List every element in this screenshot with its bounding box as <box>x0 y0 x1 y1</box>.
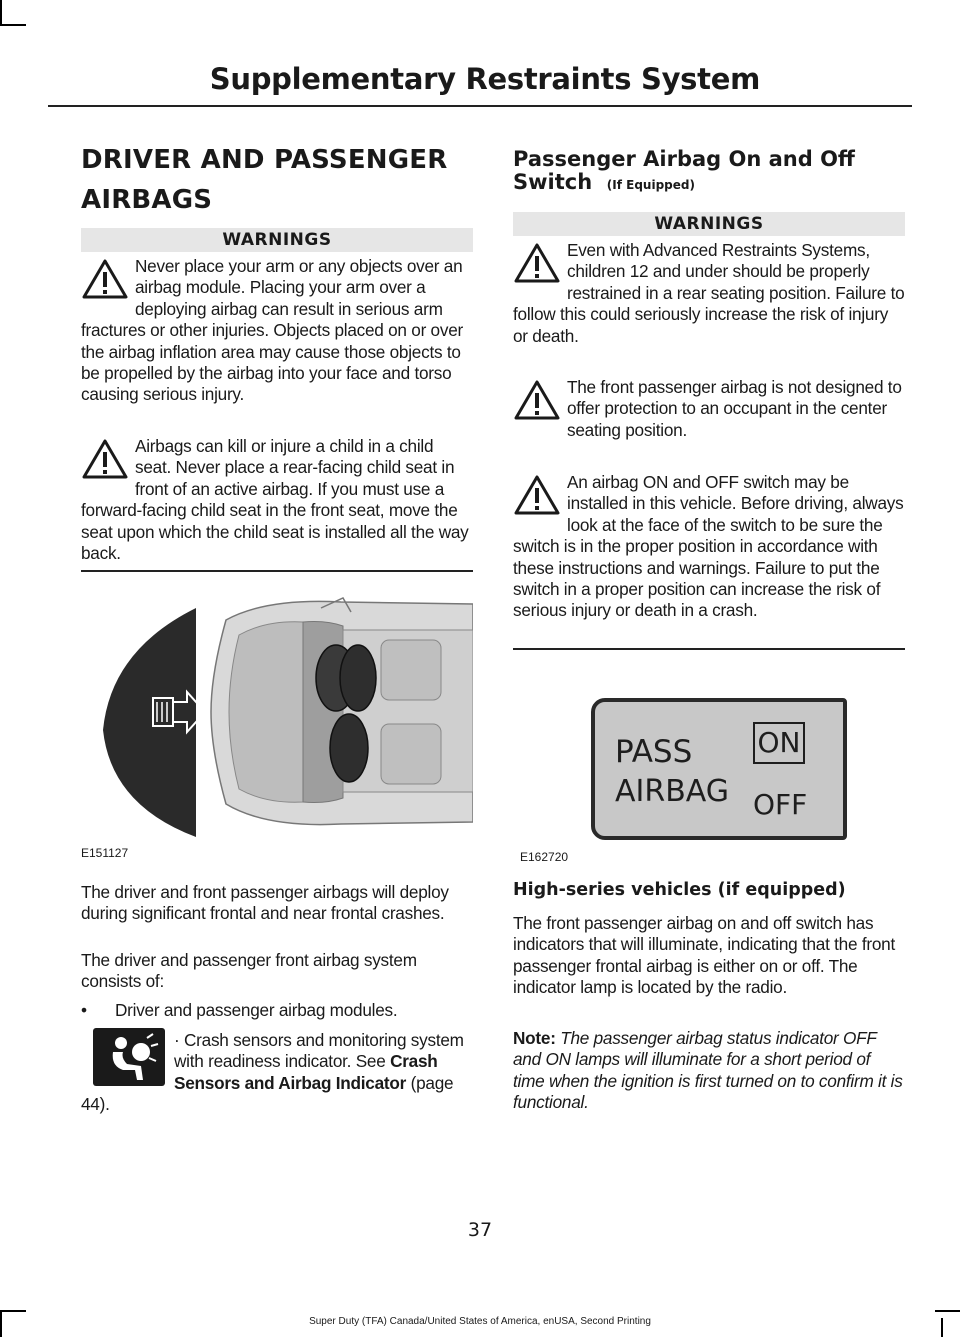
cross-reference-link[interactable]: Crash Sensors and Airbag Indicator <box>174 1051 438 1093</box>
page-footer: Super Duty (TFA) Canada/United States of America, enUSA, Second Printing <box>309 1316 651 1327</box>
bullet-marker: • <box>81 1000 87 1020</box>
bullet-text: Driver and passenger airbag modules. <box>115 1000 398 1020</box>
section-heading <box>513 148 855 197</box>
figure-code: E162720 <box>520 850 569 864</box>
warning-text-1: Even with Advanced Restraints Systems, children 12 and under should be properly restrained in a rear seating position. Failure to follow this could seriously increase the risk of injury or death. <box>513 240 905 346</box>
warning-text-2: Airbags can kill or injure a child in a child seat. Never place a rear-facing child seat in front of an active airbag. If you must use a forward-facing child seat in the front seat, move the seat upon which the child seat is installed all the way back. <box>81 436 469 564</box>
warning-block-1 <box>513 240 905 347</box>
switch-on-indicator: ON <box>753 722 805 764</box>
warnings-bar: WARNINGS <box>81 228 473 252</box>
switch-pass-label: PASS <box>615 734 693 770</box>
warning-block-2 <box>81 436 473 564</box>
note <box>513 1028 905 1114</box>
switch-off-indicator: OFF <box>753 788 808 821</box>
page-number: 37 <box>467 1219 493 1241</box>
warning-text-3: An airbag ON and OFF switch may be installed in this vehicle. Before driving, always look at the face of the switch to be sure the switch is in the proper position in accordance with these instructions and warnings. Failure to put the switch in a proper position can increase the risk of serious injury or death in a crash. <box>513 472 904 621</box>
section-heading-line1: Passenger Airbag On and Off <box>513 147 855 171</box>
paragraph: The driver and passenger front airbag system consists of: <box>81 950 417 992</box>
warning-block-1 <box>81 256 473 406</box>
page-header-title: Supplementary Restraints System <box>209 62 760 96</box>
passenger-airbag-switch-illustration <box>591 698 847 840</box>
subheading: High-series vehicles (if equipped) <box>513 880 846 900</box>
switch-airbag-label: AIRBAG <box>615 774 730 809</box>
warning-triangle-icon <box>513 474 561 516</box>
warning-text-1: Never place your arm or any objects over an airbag module. Placing your arm over a deploying airbag can result in serious arm fractures or other injuries. Objects placed on or over the airbag inflation area may cause those objects to be propelled by the airbag into your face and torso causing serious injury. <box>81 256 463 405</box>
note-label: Note: <box>513 1028 556 1048</box>
crop-mark <box>935 1310 960 1312</box>
figure-code: E151127 <box>81 846 129 860</box>
paragraph-text: · Crash sensors and monitoring system with readiness indicator. See <box>174 1030 464 1072</box>
section-heading-line2: AIRBAGS <box>81 185 213 215</box>
warning-triangle-icon <box>81 258 129 300</box>
section-rule <box>81 570 473 572</box>
crop-mark <box>0 0 2 26</box>
section-heading-line1: DRIVER AND PASSENGER <box>81 145 448 175</box>
header-rule <box>48 105 912 107</box>
section-rule <box>513 648 905 650</box>
paragraph: The front passenger airbag on and off switch has indicators that will illuminate, indicating that the front passenger frontal airbag is either on or off. The indicator lamp is located by the radio. <box>513 913 895 998</box>
warning-block-2 <box>513 377 905 441</box>
paragraph-text: (page 44). <box>81 1072 454 1115</box>
if-equipped-label: (If Equipped) <box>606 178 695 192</box>
airbag-warning-lamp-icon <box>93 1028 165 1086</box>
warning-triangle-icon <box>81 438 129 480</box>
note-text: The passenger airbag status indicator OFF and ON lamps will illuminate for a short period of time when the ignition is first turned on to confirm it is functional. <box>513 1028 903 1113</box>
section-heading-line2 <box>513 171 855 197</box>
section-heading-word: Switch <box>513 170 593 194</box>
warning-block-3 <box>513 472 905 622</box>
bullet-item <box>81 1000 473 1021</box>
section-heading <box>81 142 447 218</box>
warning-triangle-icon <box>513 379 561 421</box>
crop-mark <box>0 24 26 26</box>
crop-mark <box>0 1310 26 1312</box>
airbag-deployment-illustration <box>81 590 473 840</box>
paragraph: The driver and front passenger airbags will deploy during significant frontal and near frontal crashes. <box>81 882 449 924</box>
warnings-bar: WARNINGS <box>513 212 905 236</box>
warning-text-2: The front passenger airbag is not designed to offer protection to an occupant in the center seating position. <box>567 377 902 440</box>
warning-triangle-icon <box>513 242 561 284</box>
